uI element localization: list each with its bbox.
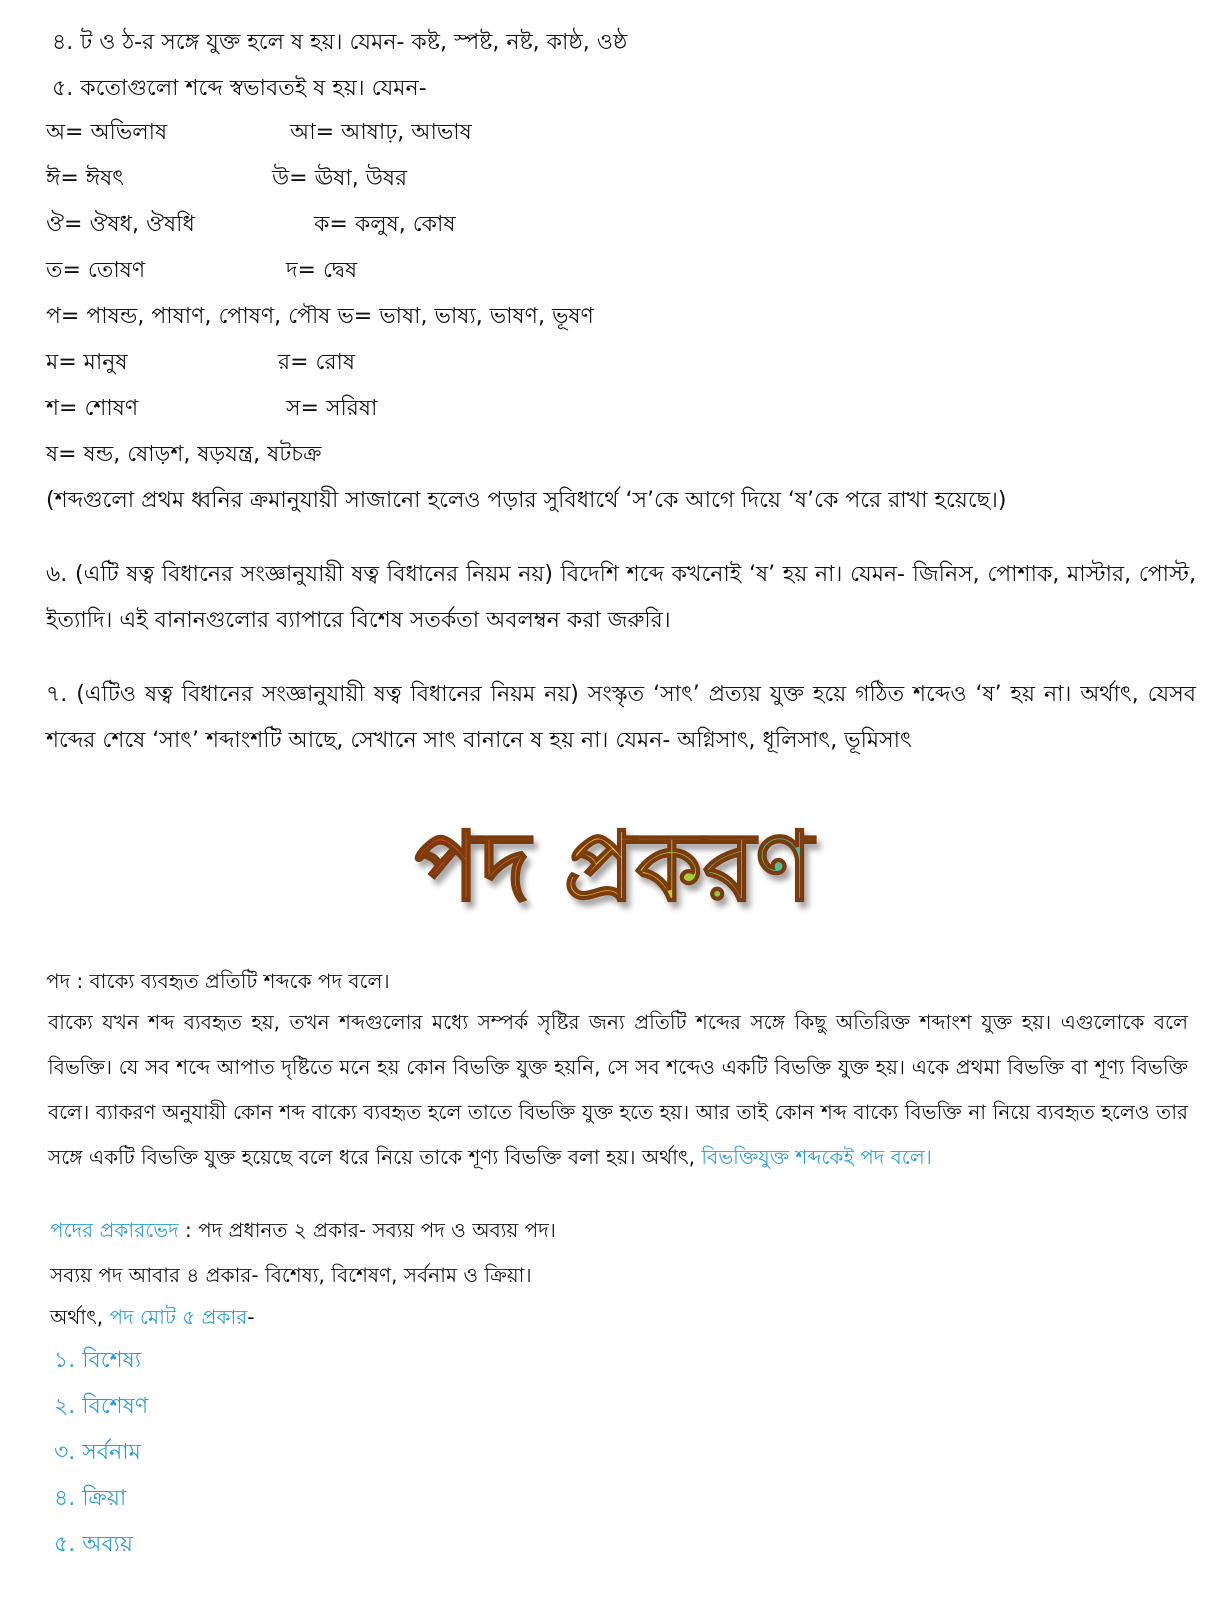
pada-list-item: ৫. অব্যয় [54, 1532, 133, 1557]
example-left: অ= অভিলাষ [46, 120, 168, 145]
pada-total-suffix: - [247, 1305, 255, 1329]
example-left: ম= মানুষ [46, 350, 128, 375]
example-right: আ= আষাঢ়, আভাষ [290, 120, 472, 145]
example-left: ষ= ষন্ড, ষোড়শ, ষড়যন্ত্র, ষটচক্র [46, 442, 322, 467]
banner-title-art [334, 800, 894, 950]
pada-body-paragraph [48, 1000, 1188, 1180]
example-right: দ= দ্বেষ [286, 258, 358, 283]
pada-types-label: পদের প্রকারভেদ [50, 1218, 179, 1242]
ordering-note: (শব্দগুলো প্রথম ধ্বনির ক্রমানুযায়ী সাজানো হলেও পড়ার সুবিধার্থে ‘স’কে আগে দিয়ে ‘ষ’কে পরে রাখা হয়েছে।) [46, 488, 1007, 513]
sabyay-line: সব্যয় পদ আবার ৪ প্রকার- বিশেষ্য, বিশেষণ, সর্বনাম ও ক্রিয়া। [50, 1263, 532, 1287]
pada-types-line [50, 1215, 556, 1245]
pada-list-item: ১. বিশেষ্য [54, 1348, 142, 1373]
example-left: ঈ= ঈষৎ [46, 166, 125, 191]
pada-total-highlight: পদ মোট ৫ প্রকার [109, 1305, 248, 1329]
pada-types-text: : পদ প্রধানত ২ প্রকার- সব্যয় পদ ও অব্যয় পদ। [178, 1218, 556, 1242]
pada-body-highlight: বিভক্তিযুক্ত শব্দকেই পদ বলে। [701, 1145, 932, 1169]
example-left: শ= শোষণ [46, 396, 139, 421]
pada-total-prefix: অর্থাৎ, [50, 1305, 110, 1329]
rule-4: ৪. ট ও ঠ-র সঙ্গে যুক্ত হলে ষ হয়। যেমন- কষ্ট, স্পষ্ট, নষ্ট, কাষ্ঠ, ওষ্ঠ [52, 30, 628, 55]
pada-body-text: বাক্যে যখন শব্দ ব্যবহৃত হয়, তখন শব্দগুলোর মধ্যে সম্পর্ক সৃষ্টির জন্য প্রতিটি শব্দের সঙ্গে কিছু অতিরিক্ত শব্দাংশ যুক্ত হয়। এগুলোকে বলে বিভক্তি। যে সব শব্দে আপাত দৃষ্টিতে মনে হয় কোন বিভক্তি যুক্ত হয়নি, সে সব শব্দেও একটি বিভক্তি যুক্ত হয়। একে প্রথমা বিভক্তি বা শূণ্য বিভক্তি বলে। ব্যাকরণ অনুযায়ী কোন শব্দ বাক্যে ব্যবহৃত হলে তাতে বিভক্তি যুক্ত হতে হয়। আর তাই কোন শব্দ বাক্যে বিভক্তি না নিয়ে ব্যবহৃত হলেও তার সঙ্গে একটি বিভক্তি যুক্ত হয়েছে বলে ধরে নিয়ে তাকে শূণ্য বিভক্তি বলা হয়। অর্থাৎ, [48, 1010, 1188, 1169]
banner-title: পদ প্রকরণ [414, 811, 814, 923]
example-left: ঔ= ঔষধ, ঔষধি [46, 212, 195, 237]
pada-total-line [50, 1302, 254, 1332]
rule-7: ৭. (এটিও ষত্ব বিধানের সংজ্ঞানুযায়ী ষত্ব বিধানের নিয়ম নয়) সংস্কৃত ‘সাৎ’ প্রত্যয় যুক্ত হয়ে গঠিত শব্দেও ‘ষ’ হয় না। অর্থাৎ, যেসব শব্দের শেষে ‘সাৎ’ শব্দাংশটি আছে, সেখানে সাৎ বানানে ষ হয় না। যেমন- অগ্নিসাৎ, ধূলিসাৎ, ভূমিসাৎ [46, 682, 1196, 753]
rule-6: ৬. (এটি ষত্ব বিধানের সংজ্ঞানুযায়ী ষত্ব বিধানের নিয়ম নয়) বিদেশি শব্দে কখনোই ‘ষ’ হয় না। যেমন- জিনিস, পোশাক, মাস্টার, পোস্ট, ইত্যাদি। এই বানানগুলোর ব্যাপারে বিশেষ সতর্কতা অবলম্বন করা জরুরি। [46, 562, 1196, 633]
pada-prakaran-banner [0, 800, 1228, 950]
example-right: র= রোষ [278, 350, 356, 375]
example-left: ত= তোষণ [46, 258, 146, 283]
pada-list-item: ৪. ক্রিয়া [54, 1486, 127, 1511]
rule-5: ৫. কতোগুলো শব্দে স্বভাবতই ষ হয়। যেমন- [52, 76, 427, 101]
example-right: উ= ঊষা, উষর [272, 166, 408, 191]
example-right: স= সরিষা [286, 396, 378, 421]
pada-list-item: ২. বিশেষণ [54, 1394, 149, 1419]
pada-list-item: ৩. সর্বনাম [54, 1440, 141, 1465]
pada-definition: পদ : বাক্যে ব্যবহৃত প্রতিটি শব্দকে পদ বলে। [46, 969, 390, 993]
example-right: ক= কলুষ, কোষ [314, 212, 456, 237]
example-left: প= পাষন্ড, পাষাণ, পোষণ, পৌষ ভ= ভাষা, ভাষ্য, ভাষণ, ভূষণ [46, 304, 594, 329]
